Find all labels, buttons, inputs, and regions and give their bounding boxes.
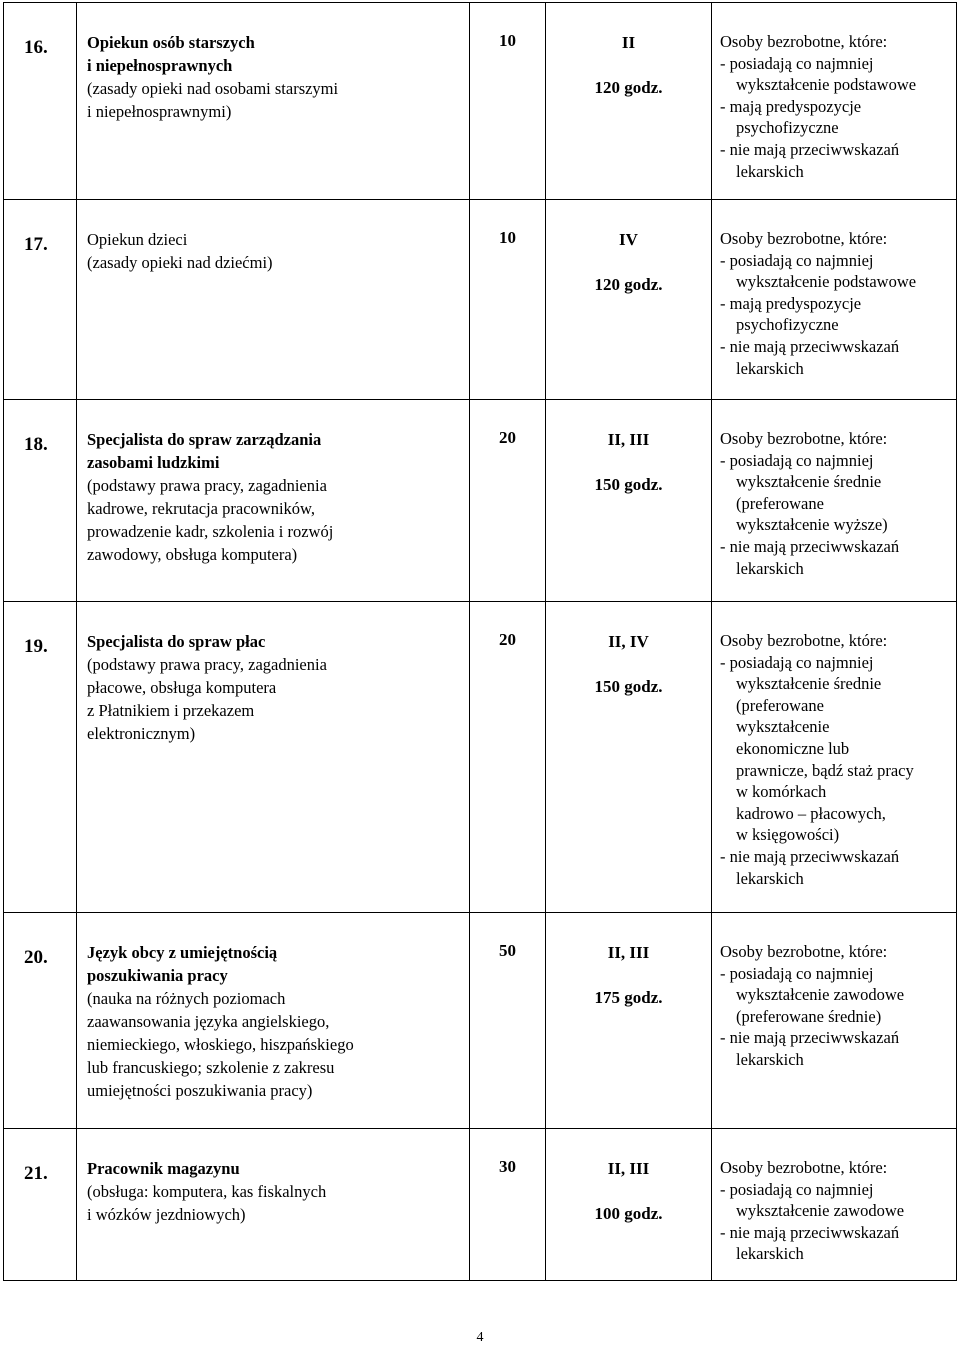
course-hours: 175 godz. [594, 988, 663, 1007]
requirement-line: - nie mają przeciwwskazań [720, 1222, 900, 1242]
course-description-line: (podstawy prawa pracy, zagadnienia [87, 476, 327, 495]
table-row [4, 602, 957, 913]
course-hours: 100 godz. [594, 1204, 663, 1223]
row-number-cell [4, 913, 77, 1129]
requirements-cell [712, 913, 957, 1129]
participants-count-cell [470, 400, 546, 602]
course-description-line: zawodowy, obsługa komputera) [87, 545, 298, 564]
requirement-line: - nie mają przeciwwskazań [720, 1028, 900, 1048]
requirement-line: - posiadają co najmniej [720, 963, 874, 983]
requirement-line: psychofizyczne [736, 315, 839, 335]
requirement-line: lekarskich [736, 1244, 804, 1264]
participants-count: 10 [499, 228, 516, 247]
requirement-line: - mają predyspozycje [720, 293, 862, 313]
participants-count-cell [470, 1129, 546, 1281]
course-title-line: Opiekun osób starszych [87, 33, 255, 52]
requirement-line: wykształcenie podstawowe [736, 75, 917, 95]
course-description-line: niemieckiego, włoskiego, hiszpańskiego [87, 1035, 354, 1054]
requirement-line: w komórkach [736, 782, 827, 802]
table-row [4, 913, 957, 1129]
requirement-line: wykształcenie wyższe) [736, 515, 888, 535]
course-description-line: zaawansowania języka angielskiego, [87, 1012, 330, 1031]
requirement-line: wykształcenie zawodowe [736, 985, 905, 1005]
requirements-cell [712, 3, 957, 200]
page-number: 4 [476, 1330, 484, 1345]
course-name-cell [77, 400, 470, 602]
course-description-line: i niepełnosprawnymi) [87, 102, 232, 121]
participants-count: 30 [499, 1157, 516, 1176]
course-title-line: poszukiwania pracy [87, 966, 228, 985]
requirement-line: lekarskich [736, 868, 804, 888]
course-description-line: umiejętności poszukiwania pracy) [87, 1081, 313, 1100]
requirement-line: Osoby bezrobotne, które: [720, 942, 888, 961]
requirement-line: - nie mają przeciwwskazań [720, 846, 900, 866]
course-description-line: Opiekun dzieci [87, 230, 188, 249]
requirement-line: - mają predyspozycje [720, 96, 862, 116]
level-hours-cell [546, 200, 712, 400]
course-description-line: kadrowe, rekrutacja pracowników, [87, 499, 315, 518]
course-description-line: z Płatnikiem i przekazem [87, 701, 255, 720]
requirement-line: lekarskich [736, 558, 804, 578]
requirement-line: - posiadają co najmniej [720, 1179, 874, 1199]
participants-count: 10 [499, 31, 516, 50]
requirement-line: - posiadają co najmniej [720, 652, 874, 672]
row-number: 16. [24, 37, 48, 58]
requirement-line: psychofizyczne [736, 118, 839, 138]
courses-table-body [4, 3, 957, 1281]
requirement-line: - nie mają przeciwwskazań [720, 336, 900, 356]
course-title-line: i niepełnosprawnych [87, 56, 233, 75]
course-title-line: Specjalista do spraw zarządzania [87, 430, 322, 449]
participants-count-cell [470, 200, 546, 400]
course-level: II, III [607, 943, 650, 962]
course-title-line: zasobami ludzkimi [87, 453, 220, 472]
table-row [4, 1129, 957, 1281]
table-row [4, 200, 957, 400]
course-name-cell [77, 3, 470, 200]
course-level: II [621, 33, 636, 52]
requirement-line: - posiadają co najmniej [720, 450, 874, 470]
course-level: II, IV [608, 632, 649, 651]
requirement-line: - nie mają przeciwwskazań [720, 139, 900, 159]
course-level: II, III [607, 1159, 650, 1178]
requirements-cell [712, 400, 957, 602]
requirement-line: lekarskich [736, 1049, 804, 1069]
requirement-line: Osoby bezrobotne, które: [720, 631, 888, 650]
requirement-line: wykształcenie podstawowe [736, 272, 917, 292]
level-hours-cell [546, 602, 712, 913]
course-hours: 150 godz. [594, 677, 663, 696]
course-level: II, III [607, 430, 650, 449]
participants-count: 20 [499, 630, 516, 649]
row-number-cell [4, 400, 77, 602]
course-description-line: (obsługa: komputera, kas fiskalnych [87, 1182, 327, 1201]
requirement-line: lekarskich [736, 161, 804, 181]
requirement-line: - posiadają co najmniej [720, 53, 874, 73]
course-title-line: Pracownik magazynu [87, 1159, 240, 1178]
requirement-line: wykształcenie zawodowe [736, 1201, 905, 1221]
course-description-line: (zasady opieki nad osobami starszymi [87, 79, 339, 98]
requirement-line: (preferowane [736, 695, 824, 715]
row-number: 18. [24, 434, 48, 455]
course-hours: 120 godz. [594, 275, 663, 294]
course-description-line: i wózków jezdniowych) [87, 1205, 246, 1224]
requirement-line: Osoby bezrobotne, które: [720, 429, 888, 448]
requirement-line: (preferowane średnie) [736, 1006, 882, 1026]
course-title-line: Język obcy z umiejętnością [87, 943, 278, 962]
course-title-line: Specjalista do spraw płac [87, 632, 266, 651]
course-description-line: lub francuskiego; szkolenie z zakresu [87, 1058, 335, 1077]
course-description-line: prowadzenie kadr, szkolenia i rozwój [87, 522, 334, 541]
table-row [4, 3, 957, 200]
level-hours-cell [546, 1129, 712, 1281]
course-description-line: (zasady opieki nad dziećmi) [87, 253, 273, 272]
requirement-line: kadrowo – płacowych, [736, 803, 886, 823]
row-number: 21. [24, 1163, 48, 1184]
course-name-cell [77, 913, 470, 1129]
row-number-cell [4, 200, 77, 400]
requirements-cell [712, 200, 957, 400]
course-name-cell [77, 602, 470, 913]
table-row [4, 400, 957, 602]
level-hours-cell [546, 400, 712, 602]
course-description-line: (podstawy prawa pracy, zagadnienia [87, 655, 327, 674]
row-number: 19. [24, 636, 48, 657]
course-level: IV [619, 230, 638, 249]
course-hours: 120 godz. [594, 78, 663, 97]
requirements-cell [712, 602, 957, 913]
course-description-line: elektronicznym) [87, 724, 196, 743]
row-number-cell [4, 1129, 77, 1281]
course-name-cell [77, 1129, 470, 1281]
participants-count-cell [470, 3, 546, 200]
requirement-line: ekonomiczne lub [736, 738, 850, 758]
participants-count: 20 [499, 428, 516, 447]
row-number-cell [4, 602, 77, 913]
participants-count-cell [470, 913, 546, 1129]
requirement-line: lekarskich [736, 358, 804, 378]
level-hours-cell [546, 3, 712, 200]
course-name-cell [77, 200, 470, 400]
level-hours-cell [546, 913, 712, 1129]
requirement-line: prawnicze, bądź staż pracy [736, 760, 914, 780]
requirement-line: Osoby bezrobotne, które: [720, 1158, 888, 1177]
requirement-line: Osoby bezrobotne, które: [720, 32, 888, 51]
requirement-line: w księgowości) [736, 825, 840, 845]
requirement-line: - posiadają co najmniej [720, 250, 874, 270]
course-description-line: płacowe, obsługa komputera [87, 678, 277, 697]
row-number: 20. [24, 947, 48, 968]
course-description-line: (nauka na różnych poziomach [87, 989, 286, 1008]
requirement-line: Osoby bezrobotne, które: [720, 229, 888, 248]
courses-table [3, 2, 957, 1281]
requirement-line: - nie mają przeciwwskazań [720, 536, 900, 556]
requirements-cell [712, 1129, 957, 1281]
row-number: 17. [24, 234, 48, 255]
requirement-line: wykształcenie [736, 717, 830, 737]
requirement-line: (preferowane [736, 493, 824, 513]
participants-count-cell [470, 602, 546, 913]
course-hours: 150 godz. [594, 475, 663, 494]
participants-count: 50 [499, 941, 516, 960]
row-number-cell [4, 3, 77, 200]
requirement-line: wykształcenie średnie [736, 674, 882, 694]
requirement-line: wykształcenie średnie [736, 472, 882, 492]
